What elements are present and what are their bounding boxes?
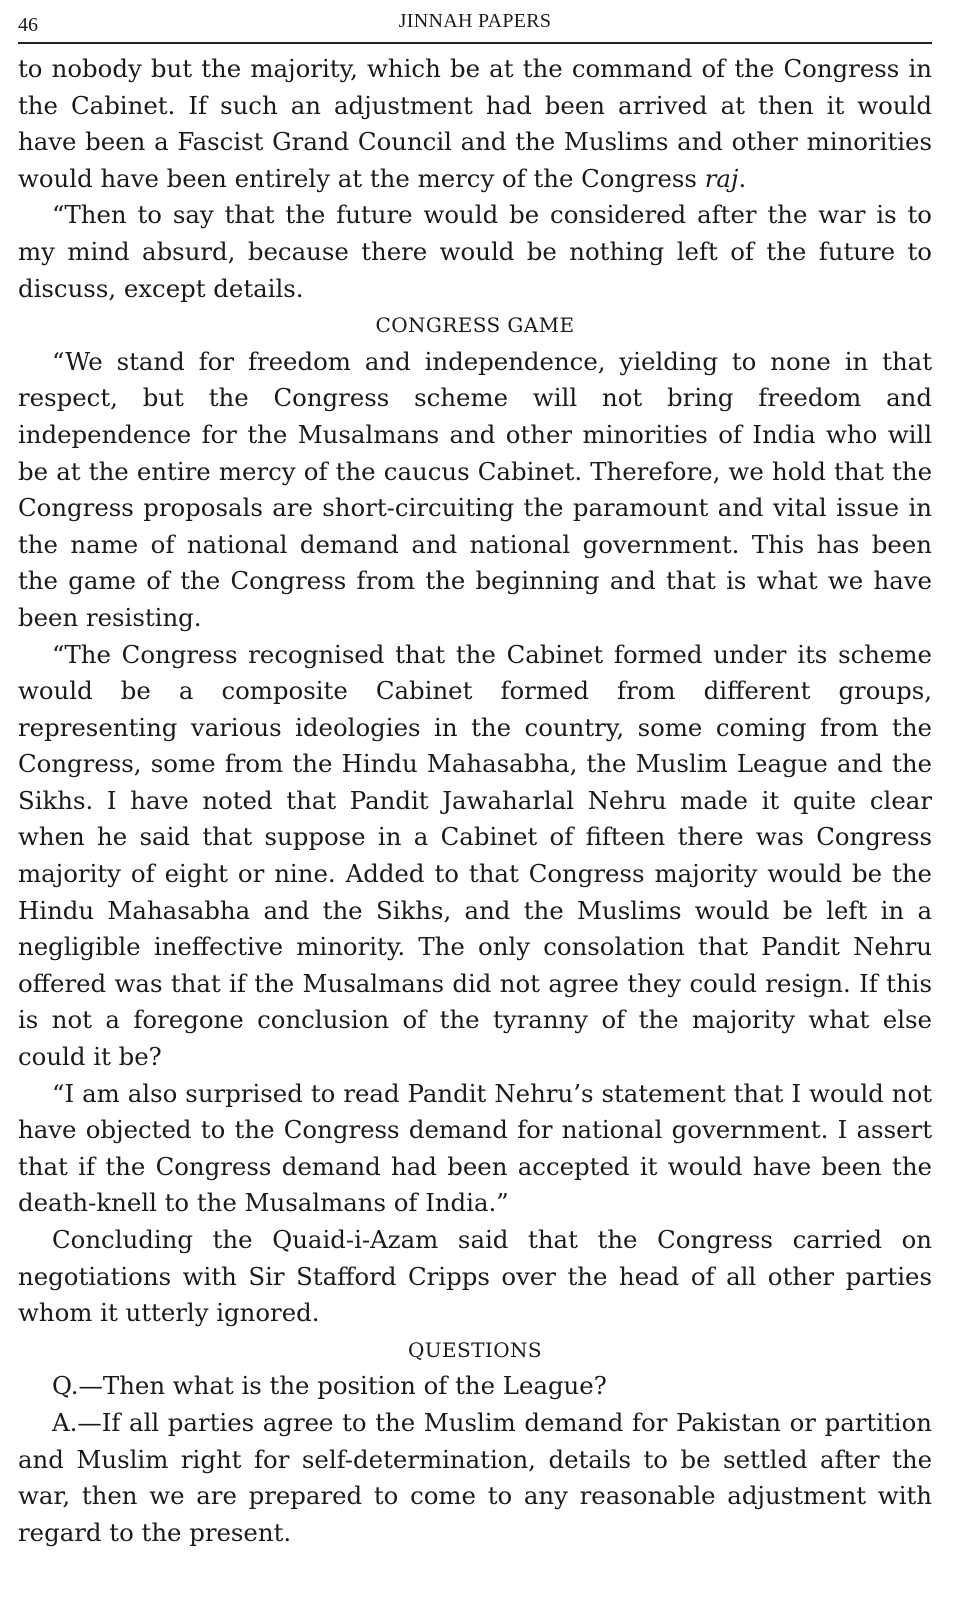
heading-questions: QUESTIONS	[408, 1337, 542, 1362]
running-title: JINNAH PAPERS	[398, 10, 552, 32]
paragraph-continuation-text: to nobody but the majority, which be at the command of the Congress in the Cabinet. If such an adjustment had been arrived at then it would have been a Fascist Grand Council and the Muslims and other minorities would have been entirely at the mercy of the Congress	[18, 54, 932, 193]
italic-word: raj	[704, 163, 739, 193]
paragraph-continuation-end: .	[738, 163, 747, 193]
paragraph-continuation	[18, 51, 932, 197]
paragraph-freedom: “We stand for freedom and independence, yielding to none in that respect, but the Congress scheme will not bring freedom and independence for the Musalmans and other minorities of India who will be at the entire mercy of the caucus Cabinet. Therefore, we hold that the Congress proposals are short-circuiting the paramount and vital issue in the name of national demand and national government. This has been the game of the Congress from the beginning and that is what we have been resisting.	[18, 346, 932, 632]
page-number: 46	[18, 14, 38, 36]
book-page	[18, 8, 932, 1593]
question-1: Q.—Then what is the position of the League?	[52, 1371, 607, 1401]
page-body	[18, 51, 932, 1551]
answer-1: A.—If all parties agree to the Muslim demand for Pakistan or partition and Muslim right for self-determination, details to be settled after the war, then we are prepared to come to any reasonable adjustment with regard to the present.	[18, 1407, 932, 1547]
running-head	[18, 8, 932, 44]
paragraph-future: “Then to say that the future would be considered after the war is to my mind absurd, because there would be nothing left of the future to discuss, except details.	[18, 200, 932, 303]
paragraph-concluding: Concluding the Quaid-i-Azam said that the Congress carried on negotiations with Sir Stafford Cripps over the head of all other parties whom it utterly ignored.	[18, 1225, 932, 1328]
paragraph-composite-cabinet: “The Congress recognised that the Cabinet formed under its scheme would be a composite Cabinet formed from different groups, representing various ideologies in the country, some coming from the Congress, some from the Hindu Mahasabha, the Muslim League and the Sikhs. I have noted that Pandit Jawaharlal Nehru made it quite clear when he said that suppose in a Cabinet of fifteen there was Congress majority of eight or nine. Added to that Congress majority would be the Hindu Mahasabha and the Sikhs, and the Muslims would be left in a negligible ineffective minority. The only consolation that Pandit Nehru offered was that if the Musalmans did not agree they could resign. If this is not a foregone conclusion of the tyranny of the majority what else could it be?	[18, 639, 932, 1072]
paragraph-nehru-statement: “I am also surprised to read Pandit Nehru’s statement that I would not have objected to the Congress demand for national government. I assert that if the Congress demand had been accepted it would have been the death-knell to the Musalmans of India.”	[18, 1078, 932, 1218]
heading-congress-game: CONGRESS GAME	[375, 313, 575, 338]
